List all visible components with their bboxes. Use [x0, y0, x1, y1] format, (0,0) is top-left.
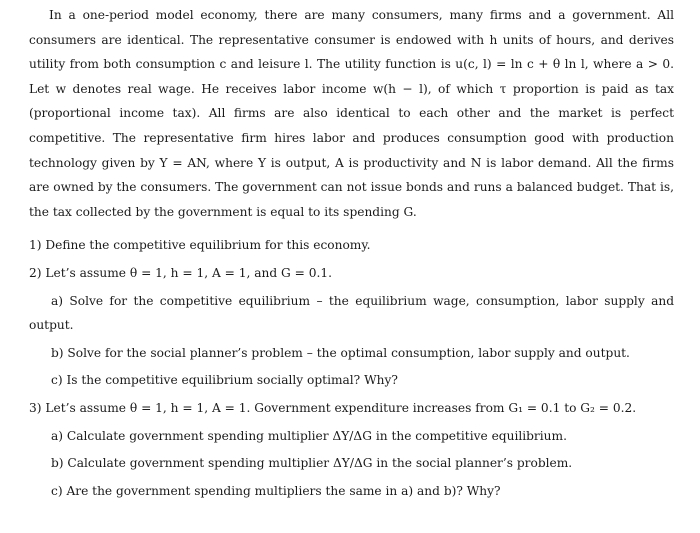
question-3: 3) Let’s assume θ = 1, h = 1, A = 1. Government expenditure increases from G₁ = 0.1 to G₂ = 0.2.	[29, 400, 637, 415]
question-2a: a) Solve for the competitive equilibrium – the equilibrium wage, consumption, labor supply and output.	[29, 293, 674, 333]
question-2b: b) Solve for the social planner’s problem – the optimal consumption, labor supply and output.	[51, 345, 630, 360]
question-3c: c) Are the government spending multipliers the same in a) and b)? Why?	[51, 483, 501, 498]
question-2: 2) Let’s assume θ = 1, h = 1, A = 1, and G = 0.1.	[29, 265, 332, 280]
question-2c: c) Is the competitive equilibrium socially optimal? Why?	[51, 373, 398, 388]
intro-paragraph: In a one-period model economy, there are many consumers, many firms and a government. All consumers are identical. The representative consumer is endowed with h units of hours, and derives utility from both consumption c and leisure l. The utility function is u(c, l) = ln c + θ ln l, where a > 0. Let w denotes real wage. He receives labor income w(h − l), of which τ proportion is paid as tax (proportional income tax). All firms are also identical to each other and the market is perfect competitive. The representative firm hires labor and produces consumption good with production technology given by Y = AN, where Y is output, A is productivity and N is labor demand. All the firms are owned by the consumers. The government can not issue bonds and runs a balanced budget. That is, the tax collected by the government is equal to its spending G.	[29, 8, 674, 219]
question-3a: a) Calculate government spending multiplier ΔY/ΔG in the competitive equilibrium.	[51, 428, 567, 443]
question-1: 1) Define the competitive equilibrium for this economy.	[29, 238, 371, 253]
question-3b: b) Calculate government spending multiplier ΔY/ΔG in the social planner’s problem.	[51, 456, 573, 471]
